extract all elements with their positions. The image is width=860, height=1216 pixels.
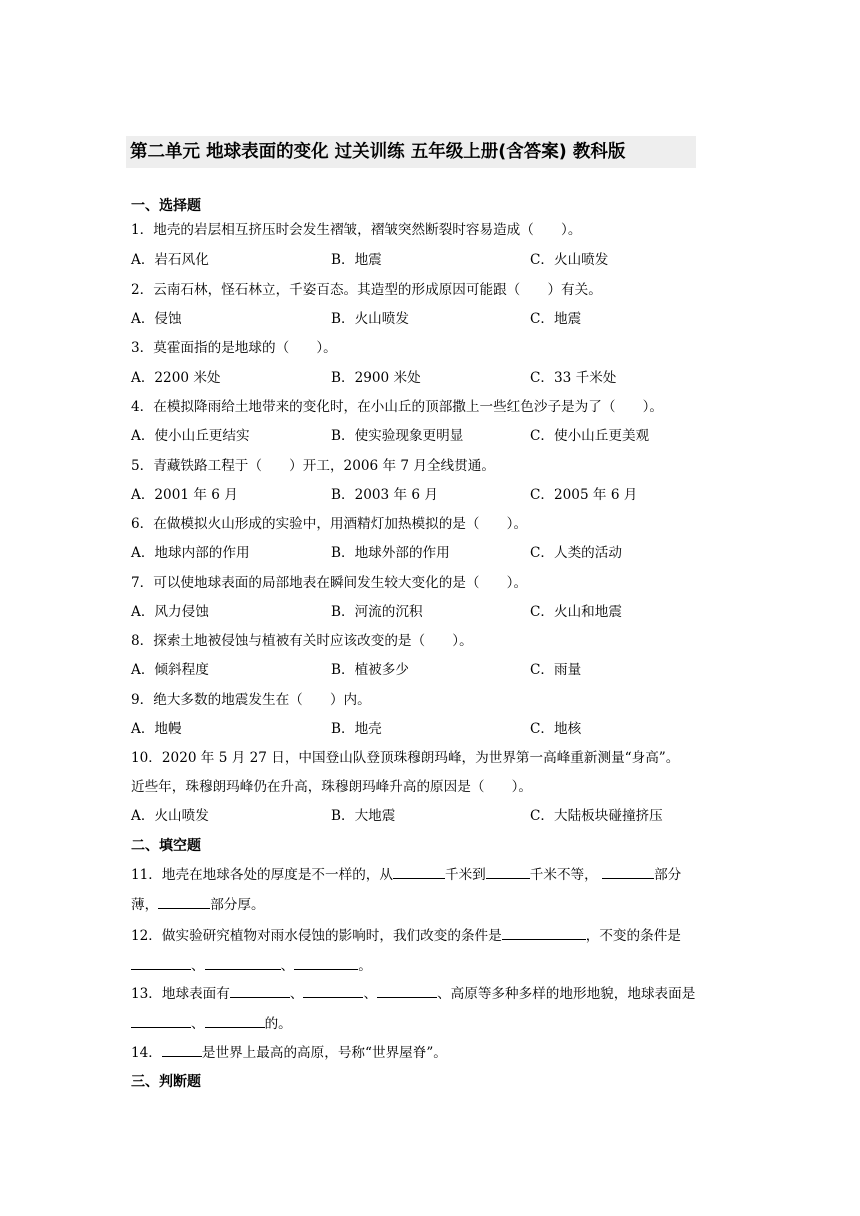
option-b: B．地球外部的作用 <box>331 545 450 561</box>
option-c: C．地核 <box>530 721 582 737</box>
option-c: C．雨量 <box>530 662 582 678</box>
fill-question-11: 11．地壳在地球各处的厚度是不一样的，从 千米到 千米不等， 部分 <box>131 864 681 885</box>
question-text: 3．莫霍面指的是地球的（ ）。 <box>131 340 337 356</box>
fill-question-13-continued: 、 的。 <box>131 1013 292 1034</box>
option-b: B．植被多少 <box>331 662 409 678</box>
question-text: 10．2020 年 5 月 27 日，中国登山队登顶珠穆朗玛峰，为世界第一高峰重新测量“身高”。 <box>131 750 680 766</box>
section-heading-choice: 一、选择题 <box>131 198 201 214</box>
option-b: B．地震 <box>331 252 382 268</box>
option-a: A．风力侵蚀 <box>131 604 209 620</box>
answer-blank[interactable] <box>205 1013 265 1028</box>
fill-question-14: 14． 是世界上最高的高原，号称“世界屋脊”。 <box>131 1042 447 1063</box>
option-c: C．人类的活动 <box>530 545 622 561</box>
option-a: A．2001 年 6 月 <box>131 487 238 503</box>
option-a: A．岩石风化 <box>131 252 209 268</box>
answer-blank[interactable] <box>602 864 654 879</box>
option-c: C．使小山丘更美观 <box>530 428 650 444</box>
answer-blank[interactable] <box>131 1013 191 1028</box>
question-text-continued: 近些年，珠穆朗玛峰仍在升高，珠穆朗玛峰升高的原因是（ ）。 <box>131 779 533 795</box>
answer-blank[interactable] <box>162 1042 202 1057</box>
answer-blank[interactable] <box>393 864 445 879</box>
option-b: B．使实验现象更明显 <box>331 428 464 444</box>
question-text: 6．在做模拟火山形成的实验中，用酒精灯加热模拟的是（ ）。 <box>131 516 528 532</box>
answer-blank[interactable] <box>303 983 363 998</box>
document-title: 第二单元 地球表面的变化 过关训练 五年级上册(含答案) 教科版 <box>126 136 696 168</box>
answer-blank[interactable] <box>502 925 586 940</box>
option-a: A．侵蚀 <box>131 311 182 327</box>
option-c: C．火山和地震 <box>530 604 622 620</box>
section-heading-fill: 二、填空题 <box>131 838 201 854</box>
fill-question-12: 12．做实验研究植物对雨水侵蚀的影响时，我们改变的条件是 ，不变的条件是 <box>131 925 681 946</box>
section-heading-judge: 三、判断题 <box>131 1074 201 1090</box>
option-b: B．河流的沉积 <box>331 604 423 620</box>
fill-question-12-continued: 、 、 。 <box>131 955 372 976</box>
question-text: 5．青藏铁路工程于（ ）开工，2006 年 7 月全线贯通。 <box>131 458 495 474</box>
question-text: 4．在模拟降雨给土地带来的变化时，在小山丘的顶部撒上一些红色沙子是为了（ ）。 <box>131 399 664 415</box>
question-text: 1．地壳的岩层相互挤压时会发生褶皱，褶皱突然断裂时容易造成（ ）。 <box>131 222 582 238</box>
option-a: A．倾斜程度 <box>131 662 209 678</box>
option-b: B．地壳 <box>331 721 382 737</box>
question-text: 9．绝大多数的地震发生在（ ）内。 <box>131 692 371 708</box>
answer-blank[interactable] <box>377 983 437 998</box>
option-c: C．大陆板块碰撞挤压 <box>530 808 663 824</box>
option-c: C．33 千米处 <box>530 370 617 386</box>
option-c: C．2005 年 6 月 <box>530 487 638 503</box>
question-text: 2．云南石林，怪石林立，千姿百态。其造型的形成原因可能跟（ ）有关。 <box>131 282 602 298</box>
answer-blank[interactable] <box>294 955 358 970</box>
option-a: A．火山喷发 <box>131 808 209 824</box>
option-a: A．地幔 <box>131 721 182 737</box>
fill-question-13: 13．地球表面有 、 、 、高原等多种多样的地形地貌，地球表面是 <box>131 983 695 1004</box>
question-text: 8．探索土地被侵蚀与植被有关时应该改变的是（ ）。 <box>131 633 473 649</box>
answer-blank[interactable] <box>205 955 281 970</box>
fill-question-11-continued: 薄， 部分厚。 <box>131 894 265 915</box>
answer-blank[interactable] <box>158 894 210 909</box>
question-text: 7．可以使地球表面的局部地表在瞬间发生较大变化的是（ ）。 <box>131 575 528 591</box>
option-a: A．地球内部的作用 <box>131 545 250 561</box>
answer-blank[interactable] <box>131 955 191 970</box>
answer-blank[interactable] <box>486 864 530 879</box>
option-a: A．2200 米处 <box>131 370 221 386</box>
option-b: B．2003 年 6 月 <box>331 487 438 503</box>
option-a: A．使小山丘更结实 <box>131 428 250 444</box>
option-b: B．火山喷发 <box>331 311 409 327</box>
answer-blank[interactable] <box>230 983 290 998</box>
option-b: B．2900 米处 <box>331 370 421 386</box>
option-c: C．火山喷发 <box>530 252 609 268</box>
option-c: C．地震 <box>530 311 582 327</box>
option-b: B．大地震 <box>331 808 396 824</box>
